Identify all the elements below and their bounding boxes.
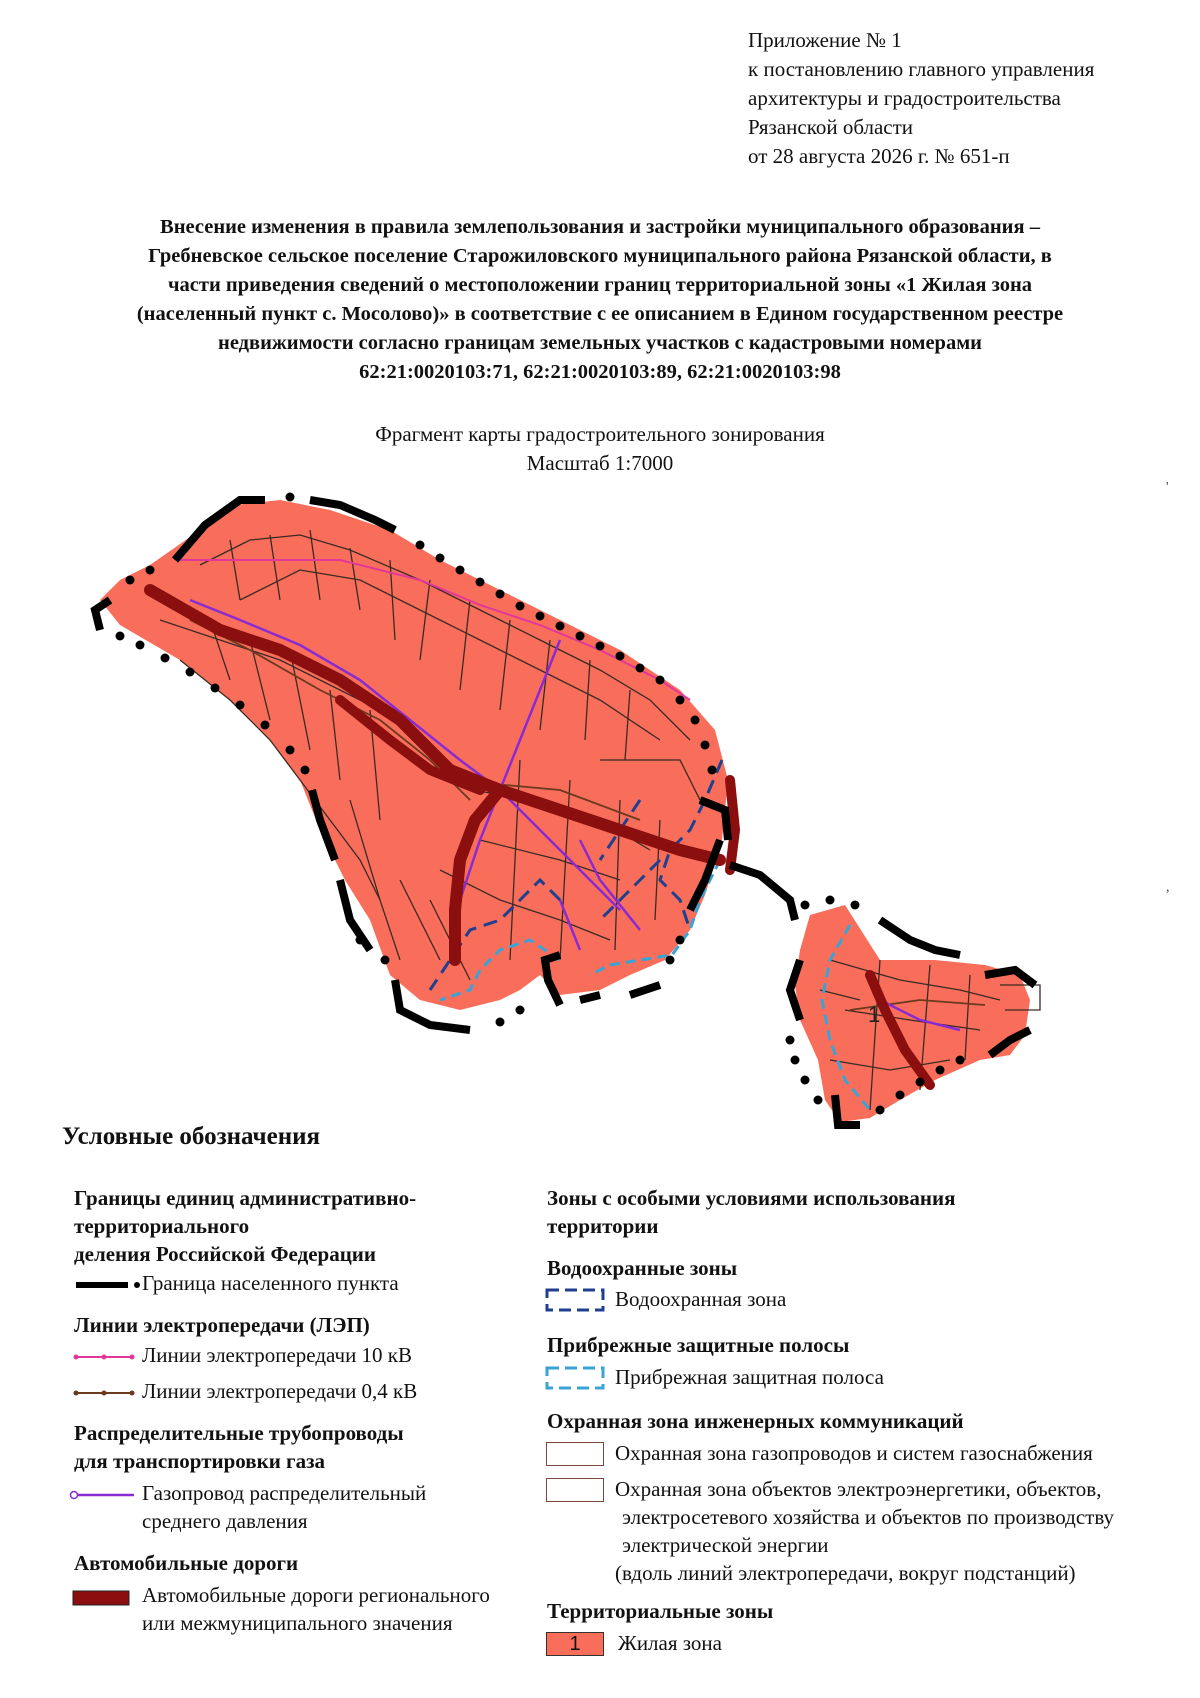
legend-boundary-group-title-2: территориального xyxy=(74,1214,250,1238)
title-line-6: 62:21:0020103:71, 62:21:0020103:89, 62:21:0020103:98 xyxy=(359,361,841,383)
legend-engineering-group-title: Охранная зона инженерных коммуникаций xyxy=(547,1409,964,1433)
coastal-strip-symbol xyxy=(545,1366,607,1390)
edge-mark: ' xyxy=(1166,480,1169,495)
legend-power-04kv-label: Линии электропередачи 0,4 кВ xyxy=(142,1379,418,1403)
legend-coastal-group-title: Прибрежные защитные полосы xyxy=(547,1333,850,1357)
legend-heading: Условные обозначения xyxy=(62,1123,321,1150)
title-line-4: (населенный пункт с. Мосолово)» в соответствие с ее описанием в Едином государственном реестре xyxy=(136,303,1064,325)
title-line-2: Гребневское сельское поселение Старожиловского муниципального района Рязанской области, в xyxy=(148,245,1052,267)
legend-territorial-group-title: Территориальные зоны xyxy=(547,1599,774,1623)
legend-road-label-2: или межмуниципального значения xyxy=(142,1611,453,1635)
appendix-line-5: от 28 августа 2026 г. № 651-п xyxy=(748,144,1010,168)
residential-zone-symbol: 1 xyxy=(546,1632,604,1656)
legend-coastal-label: Прибрежная защитная полоса xyxy=(615,1365,884,1389)
boundary-symbol xyxy=(74,1278,144,1292)
title-line-3: части приведения сведений о местоположении границ территориальной зоны «1 Жилая зона xyxy=(167,274,1033,296)
legend-water-label: Водоохранная зона xyxy=(615,1287,787,1311)
legend-power-zone-label-1: Охранная зона объектов электроэнергетики, объектов, xyxy=(615,1477,1102,1501)
map-caption-line-1: Фрагмент карты градостроительного зонирования xyxy=(375,422,825,446)
regional-road-symbol xyxy=(72,1590,132,1606)
legend-gas-label-1: Газопровод распределительный xyxy=(142,1481,427,1505)
legend-power-zone-label-2: электросетевого хозяйства и объектов по производству xyxy=(622,1505,1115,1529)
legend-power-group-title: Линии электропередачи (ЛЭП) xyxy=(74,1313,370,1337)
legend-gas-label-2: среднего давления xyxy=(142,1509,308,1533)
power-protection-zone-symbol xyxy=(546,1478,604,1502)
legend-water-group-title: Водоохранные зоны xyxy=(547,1256,738,1280)
legend-special-zones-title-1: Зоны с особыми условиями использования xyxy=(547,1186,956,1210)
edge-mark: , xyxy=(1166,880,1170,895)
power-10kv-symbol xyxy=(70,1350,140,1364)
water-zone-symbol xyxy=(545,1288,607,1312)
legend-boundary-label: Граница населенного пункта xyxy=(142,1271,399,1295)
legend-gas-zone-label: Охранная зона газопроводов и систем газоснабжения xyxy=(615,1441,1093,1465)
appendix-line-3: архитектуры и градостроительства xyxy=(748,86,1061,110)
appendix-header xyxy=(748,26,1094,171)
legend-power-zone-label-3: электрической энергии xyxy=(622,1533,829,1557)
map-caption-line-2: Масштаб 1:7000 xyxy=(526,451,674,475)
legend-gas-group-title-1: Распределительные трубопроводы xyxy=(74,1421,404,1445)
legend-power-10kv-label: Линии электропередачи 10 кВ xyxy=(142,1343,413,1367)
legend-power-zone-label-4: (вдоль линий электропередачи, вокруг подстанций) xyxy=(615,1561,1076,1585)
appendix-line-1: Приложение № 1 xyxy=(748,28,902,52)
title-line-5: недвижимости согласно границам земельных участков с кадастровыми номерами xyxy=(218,332,982,354)
legend-special-zones-title-2: территории xyxy=(547,1214,659,1238)
document-title xyxy=(70,213,1130,387)
appendix-line-4: Рязанской области xyxy=(748,115,914,139)
zoning-map xyxy=(0,470,1200,1150)
gas-protection-zone-symbol xyxy=(546,1442,604,1466)
legend-gas-group-title-2: для транспортировки газа xyxy=(74,1449,326,1473)
power-04kv-symbol xyxy=(70,1386,140,1400)
gas-pipeline-symbol xyxy=(68,1488,138,1502)
legend-boundary-group-title-1: Границы единиц административно- xyxy=(74,1186,417,1210)
legend-residential-zone-label: Жилая зона xyxy=(618,1631,722,1655)
appendix-line-2: к постановлению главного управления xyxy=(748,57,1095,81)
title-line-1: Внесение изменения в правила землепользования и застройки муниципального образования – xyxy=(160,216,1040,238)
legend-roads-group-title: Автомобильные дороги xyxy=(74,1551,299,1575)
zone-number-label: 1 xyxy=(868,1002,881,1027)
legend-road-label-1: Автомобильные дороги регионального xyxy=(142,1583,490,1607)
legend-boundary-group-title-3: деления Российской Федерации xyxy=(74,1242,376,1266)
